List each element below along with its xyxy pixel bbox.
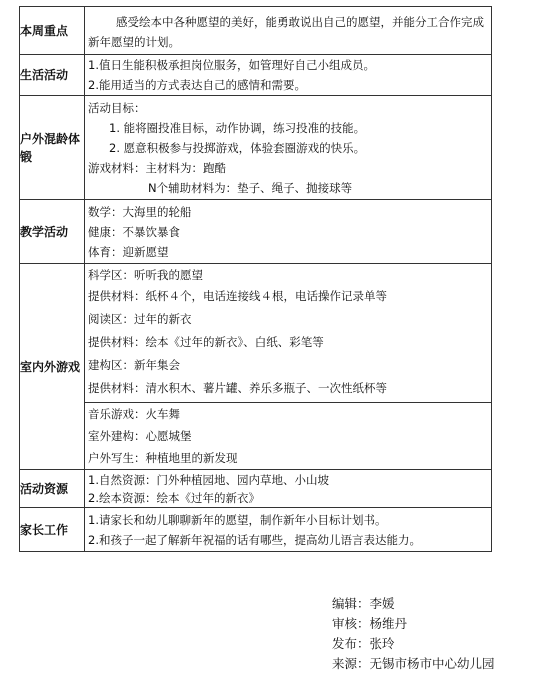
life-line: 2.能用适当的方式表达自己的感情和需要。 bbox=[88, 78, 306, 92]
focus-text: 感受绘本中各种愿望的美好，能勇敢说出自己的愿望，并能分工合作完成新年愿望的计划。 bbox=[88, 14, 484, 49]
goal-title: 活动目标： bbox=[88, 100, 146, 115]
parents-line: 2.和孩子一起了解新年祝福的话有哪些，提高幼儿语言表达能力。 bbox=[88, 532, 421, 547]
parents-content bbox=[85, 508, 492, 552]
row-label-focus: 本周重点 bbox=[20, 7, 85, 55]
outdoor-games bbox=[85, 402, 491, 469]
goal-line: 2. 愿意积极参与投掷游戏，体验套圈游戏的快乐。 bbox=[109, 140, 366, 155]
parents-line: 1.请家长和幼儿聊聊新年的愿望，制作新年小目标计划书。 bbox=[88, 512, 387, 527]
row-life bbox=[20, 55, 492, 96]
row-label-outdoor-exercise: 户外混龄体锻 bbox=[20, 96, 85, 200]
indoor-games bbox=[85, 264, 491, 402]
games-content bbox=[85, 264, 492, 470]
outdoor-content bbox=[85, 96, 492, 200]
weekly-plan-sheet bbox=[19, 6, 492, 552]
life-content bbox=[85, 55, 492, 96]
row-focus bbox=[20, 7, 492, 55]
row-parents bbox=[20, 508, 492, 552]
row-teaching bbox=[20, 200, 492, 264]
teaching-line: 体育：迎新愿望 bbox=[88, 244, 169, 259]
reviewer-credit: 审核：杨维丹 bbox=[332, 616, 408, 631]
focus-content bbox=[85, 7, 492, 55]
goal-line: 1. 能将圈投准目标，动作协调，练习投准的技能。 bbox=[109, 120, 366, 135]
teaching-line: 数学：大海里的轮船 bbox=[88, 204, 192, 219]
resource-line: 1.自然资源：门外种植园地、园内草地、小山坡 bbox=[88, 472, 329, 487]
teaching-line: 健康：不暴饮暴食 bbox=[88, 224, 180, 239]
indoor-line: 建构区：新年集会 bbox=[88, 358, 180, 372]
outdoor-line: 室外建构：心愿城堡 bbox=[88, 429, 192, 443]
indoor-line: 阅读区：过年的新衣 bbox=[88, 312, 192, 326]
indoor-line: 提供材料：绘本《过年的新衣》、白纸、彩笔等 bbox=[88, 335, 324, 349]
resources-content bbox=[85, 470, 492, 508]
row-label-games: 室内外游戏 bbox=[20, 264, 85, 470]
life-line: 1.值日生能积极承担岗位服务，如管理好自己小组成员。 bbox=[88, 58, 375, 72]
row-games bbox=[20, 264, 492, 470]
row-label-resources: 活动资源 bbox=[20, 470, 85, 508]
outdoor-line: 音乐游戏：火车舞 bbox=[88, 407, 180, 421]
indoor-line: 提供材料：清水积木、薯片罐、养乐多瓶子、一次性纸杯等 bbox=[88, 381, 387, 395]
main-material: 游戏材料：主材料为：跑酷 bbox=[88, 160, 226, 175]
row-resources bbox=[20, 470, 492, 508]
editor-credit: 编辑：李媛 bbox=[332, 596, 395, 611]
row-label-teaching: 教学活动 bbox=[20, 200, 85, 264]
row-label-life: 生活活动 bbox=[20, 55, 85, 96]
outdoor-line: 户外写生：种植地里的新发现 bbox=[88, 451, 238, 465]
indoor-line: 科学区：听听我的愿望 bbox=[88, 268, 203, 282]
resource-line: 2.绘本资源：绘本《过年的新衣》 bbox=[88, 490, 260, 505]
teaching-content bbox=[85, 200, 492, 264]
source-credit: 来源：无锡市杨市中心幼儿园 bbox=[332, 656, 495, 671]
row-label-parents: 家长工作 bbox=[20, 508, 85, 552]
publisher-credit: 发布：张玲 bbox=[332, 636, 395, 651]
credits-block bbox=[332, 594, 495, 674]
aux-material: N个辅助材料为：垫子、绳子、抛接球等 bbox=[148, 180, 353, 195]
row-outdoor-exercise bbox=[20, 96, 492, 200]
indoor-line: 提供材料：纸杯４个，电话连接线４根，电话操作记录单等 bbox=[88, 289, 387, 303]
weekly-plan-table bbox=[19, 6, 492, 552]
